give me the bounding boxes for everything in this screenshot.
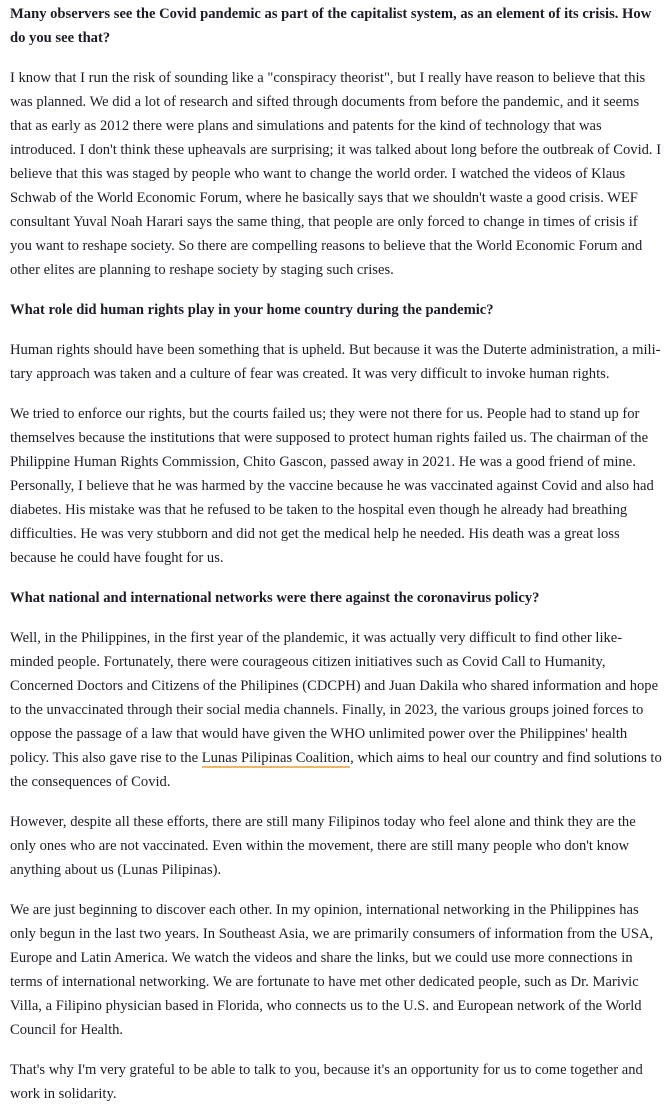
- answer-paragraph: Human rights should have been something that is upheld. But because it was the Duterte administration, a military approach was taken and a culture of fear was created. It was very difficult to invoke human rights.: [10, 342, 661, 382]
- question-heading: What national and international networks were there against the coronavirus policy?: [10, 590, 540, 606]
- question-heading: What role did human rights play in your home country during the pandemic?: [10, 302, 494, 318]
- answer-paragraph: We are just beginning to discover each other. In my opinion, international networking in the Philippines has only begun in the last two years. In Southeast Asia, we are primarily consumers of information from the USA, Europe and Latin America. We watch the videos and share the links, but we could use more connections in terms of international networking. We are fortunate to have met other dedicated people, such as Dr. Marivic Villa, a Filipino physician based in Florida, who connects us to the U.S. and European network of the World Council for Health.: [10, 902, 654, 1038]
- answer-paragraph: We tried to enforce our rights, but the courts failed us; they were not there for us. People had to stand up for themselves because the institutions that were supposed to protect human rights failed us. The chairman of the Philippine Human Rights Commission, Chito Gascon, passed away in 2021. He was a good friend of mine. Personally, I believe that he was harmed by the vaccine because he was vaccinated against Covid and also had diabetes. His mistake was that he refused to be taken to the hospital even though he already had breathing difficulties. He was very stubborn and did not get the medical help he needed. His death was a great loss because he could have fought for us.: [10, 406, 654, 566]
- lunas-pilipinas-link[interactable]: Lunas Pilipinas Coalition: [201, 750, 351, 766]
- answer-paragraph: I know that I run the risk of sounding like a "conspiracy theorist", but I really have reason to believe that this was planned. We did a lot of research and sifted through documents from before the pandemic, and it seems that as early as 2012 there were plans and simulations and patents for the kind of technology that was introduced. I don't think these upheavals are surprising; it was talked about long before the outbreak of Covid. I believe that this was staged by people who want to change the world order. I watched the videos of Klaus Schwab of the World Economic Forum, where he basically says that we shouldn't waste a good crisis. WEF consultant Yuval Noah Harari says the same thing, that people are only forced to change in times of crisis if you want to reshape society. So there are compelling reasons to believe that the World Economic Forum and other elites are planning to reshape society by staging such crises.: [10, 70, 662, 278]
- answer-paragraph: That's why I'm very grateful to be able to talk to you, because it's an opportunity for us to come together and work in solidarity.: [10, 1062, 643, 1102]
- answer-paragraph: [10, 626, 662, 794]
- paragraph-text: , which aims to heal our country and find solutions to the consequences of Covid.: [10, 750, 662, 790]
- paragraph-text: Well, in the Philippines, in the first year of the plandemic, it was actually very difficult to find other like-minded people. Fortunately, there were courageous citizen initiatives such as Covid Call to Humanity, Concerned Doctors and Citizens of the Philipines (CDCPH) and Juan Dakila who shared information and hope to the unvaccinated through their social media channels. Finally, in 2023, the various groups joined forces to oppose the passage of a law that would have given the WHO unlimited power over the Philippines' health policy. This also gave rise to the: [10, 630, 659, 766]
- question-heading: Many observers see the Covid pandemic as part of the capitalist system, as an element of its crisis. How do you see that?: [10, 6, 652, 46]
- answer-paragraph: However, despite all these efforts, there are still many Filipinos today who feel alone and think they are the only ones who are not vaccinated. Even within the movement, there are still many people who don't know anything about us (Lunas Pilipinas).: [10, 814, 636, 878]
